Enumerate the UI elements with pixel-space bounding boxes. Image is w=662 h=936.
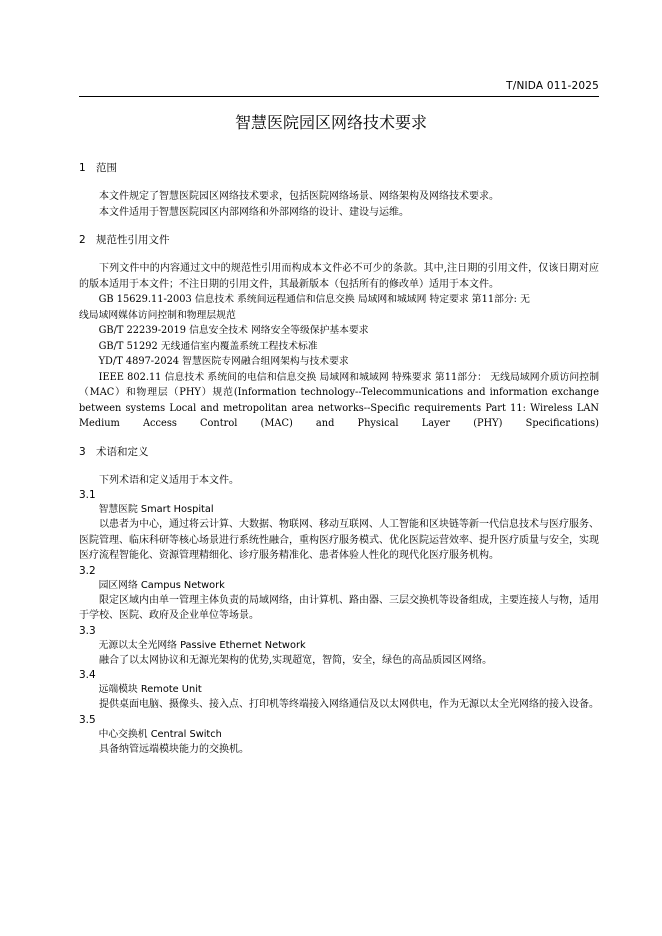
section-number: 1 bbox=[79, 162, 86, 174]
term-name: 园区网络 Campus Network bbox=[98, 579, 225, 591]
reference-item: IEEE 802.11 信息技术 系统间的电信和信息交换 局域网和城域网 特殊要求 第11部分： 无线局域网介质访问控制（MAC）和物理层（PHY）规范(Information technology--Telecommunications and information exchange between systems Local and metropolitan area networks--Specific requirements Part 11: Wireless LAN Medium Access Control (MAC) and Physical Layer (PHY) Specifications) bbox=[79, 371, 599, 429]
paragraph: 本文件规定了智慧医院园区网络技术要求，包括医院网络场景、网络架构及网络技术要求。 bbox=[99, 191, 499, 202]
term-definition: 具备纳管远端模块能力的交换机。 bbox=[99, 743, 249, 755]
term-definition: 限定区域内由单一管理主体负责的局域网络，由计算机、路由器、三层交换机等设备组成，主要连接人与物，适用于学校、医院、政府及企业单位等场景。 bbox=[79, 594, 599, 621]
term-entry bbox=[79, 488, 599, 564]
paragraph: 下列文件中的内容通过文中的规范性引用而构成本文件必不可少的条款。其中,注日期的引用文件，仅该日期对应的版本适用于本文件；不注日期的引用文件，其最新版本（包括所有的修改单）适用于本文件。 bbox=[79, 263, 599, 290]
term-name: 智慧医院 Smart Hospital bbox=[98, 504, 214, 515]
term-entry bbox=[79, 624, 599, 669]
reference-item: GB/T 22239-2019 信息安全技术 网络安全等级保护基本要求 bbox=[98, 325, 369, 336]
section-number: 3 bbox=[79, 445, 86, 458]
term-number: 3.3 bbox=[79, 624, 96, 637]
term-name: 无源以太全光网络 Passive Ethernet Network bbox=[98, 639, 306, 651]
document-title: 智慧医院园区网络技术要求 bbox=[234, 113, 427, 132]
term-entry bbox=[79, 668, 599, 713]
section-heading-normative-references bbox=[79, 232, 599, 247]
paragraph: 本文件适用于智慧医院园区内部网络和外部网络的设计、建设与运维。 bbox=[99, 206, 409, 218]
term-entry bbox=[79, 713, 599, 758]
section-title: 规范性引用文件 bbox=[96, 234, 170, 246]
standard-code: T/NIDA 011-2025 bbox=[506, 80, 599, 92]
document-body bbox=[79, 160, 599, 757]
reference-item: GB 15629.11-2003 信息技术 系统间远程通信和信息交换 局域网和城域网 特定要求 第11部分: 无 bbox=[98, 294, 530, 305]
paragraph: 下列术语和定义适用于本文件。 bbox=[99, 474, 239, 486]
reference-item-continued: 线局域网媒体访问控制和物理层规范 bbox=[79, 309, 236, 321]
term-number: 3.2 bbox=[79, 564, 96, 577]
section-heading-terms bbox=[79, 444, 599, 459]
reference-item: GB/T 51292 无线通信室内覆盖系统工程技术标准 bbox=[98, 340, 318, 352]
section-title: 术语和定义 bbox=[96, 445, 149, 458]
term-name: 中心交换机 Central Switch bbox=[98, 728, 222, 740]
section-title: 范围 bbox=[96, 162, 117, 174]
term-name: 远端模块 Remote Unit bbox=[98, 684, 202, 695]
term-definition: 以患者为中心，通过将云计算、大数据、物联网、移动互联网、人工智能和区块链等新一代信息技术与医疗服务、医院管理、临床科研等核心场景进行系统性融合，重构医疗服务模式、优化医院运营效率、提升医疗质量与安全，实现医疗流程智能化、资源管理精细化、诊疗服务精准化、患者体验人性化的现代化医疗服务机构。 bbox=[79, 519, 599, 561]
header-rule bbox=[79, 96, 599, 97]
term-number: 3.1 bbox=[79, 489, 96, 501]
section-heading-scope bbox=[79, 160, 599, 175]
term-number: 3.4 bbox=[79, 669, 96, 681]
section-number: 2 bbox=[79, 234, 86, 246]
term-definition: 提供桌面电脑、摄像头、接入点、打印机等终端接入网络通信及以太网供电，作为无源以太全光网络的接入设备。 bbox=[99, 699, 599, 710]
term-number: 3.5 bbox=[79, 713, 96, 726]
term-entry bbox=[79, 564, 599, 624]
reference-item: YD/T 4897-2024 智慧医院专网融合组网架构与技术要求 bbox=[98, 356, 349, 367]
term-definition: 融合了以太网协议和无源光架构的优势,实现超宽，智简，安全，绿色的高品质园区网络。 bbox=[99, 654, 493, 666]
